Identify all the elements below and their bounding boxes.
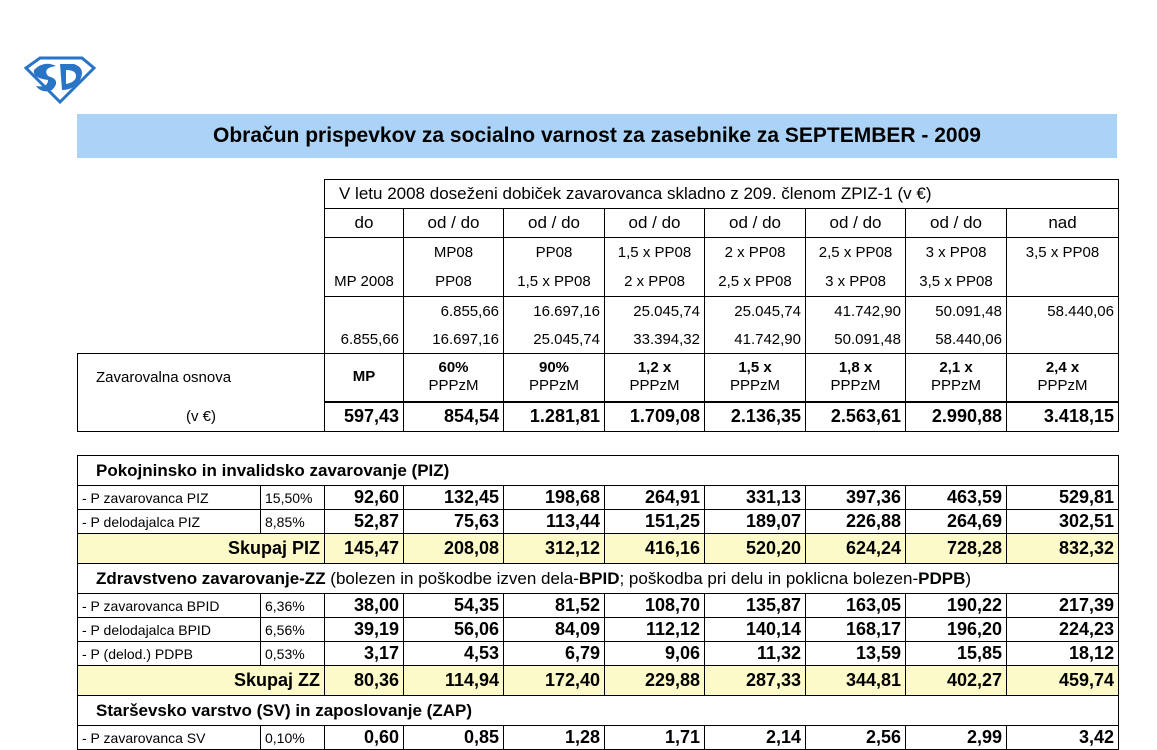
row-value: 112,12 [605,618,705,642]
row-value: 302,51 [1007,510,1119,534]
row-percentage: 15,50% [261,486,325,510]
bounds-to-cell: MP 2008 [325,268,404,297]
basis-cell [504,354,605,402]
basis-reference: PPPzM [830,377,881,395]
section-title-part: (bolezen in poškodbe izven dela- [325,568,579,588]
basis-cell [1007,354,1119,402]
basis-multiplier: 1,8 x [838,359,873,377]
table-row [78,642,1119,666]
total-value: 312,12 [504,534,605,564]
basis-cell [325,354,404,402]
row-label: - P (delod.) PDPB [78,642,261,666]
row-value: 52,87 [325,510,404,534]
basis-multiplier: 90% [538,359,570,377]
bounds-from-cell: 2,5 x PP08 [806,238,906,268]
row-value: 2,14 [705,726,806,750]
bounds-from-cell: PP08 [504,238,605,268]
total-value: 728,28 [906,534,1007,564]
basis-reference: PPPzM [528,377,579,395]
row-value: 463,59 [906,486,1007,510]
range-label: do [325,209,404,238]
range-label: od / do [705,209,806,238]
income-range-table [77,179,1119,432]
basis-multiplier: 1,2 x [637,359,672,377]
row-value: 151,25 [605,510,705,534]
row-value: 264,91 [605,486,705,510]
basis-cell [906,354,1007,402]
bounds-to-cell [1007,268,1119,297]
range-label: od / do [806,209,906,238]
row-label: - P zavarovanca PIZ [78,486,261,510]
row-value: 113,44 [504,510,605,534]
total-value: 114,94 [404,666,504,696]
basis-reference: PPPzM [930,377,981,395]
basis-multiplier: 60% [438,359,469,377]
basis-cell [705,354,806,402]
row-value: 0,85 [404,726,504,750]
row-value: 0,60 [325,726,404,750]
bounds-to-cell: 3 x PP08 [806,268,906,297]
basis-cell [404,354,504,402]
total-value: 287,33 [705,666,806,696]
row-value: 1,28 [504,726,605,750]
row-value: 75,63 [404,510,504,534]
basis-cell [605,354,705,402]
total-row [78,666,1119,696]
row-value: 1,71 [605,726,705,750]
section-title-part: BPID [578,568,620,588]
amounts-to-cell [1007,327,1119,354]
page-title: Obračun prispevkov za socialno varnost za zasebnike za SEPTEMBER - 2009 [77,114,1117,158]
row-value: 81,52 [504,594,605,618]
section-title-part: PDPB [918,568,966,588]
bounds-to-cell: 2 x PP08 [605,268,705,297]
basis-multiplier: 2,4 x [1045,359,1080,377]
row-value: 2,99 [906,726,1007,750]
row-value: 163,05 [806,594,906,618]
total-value: 459,74 [1007,666,1119,696]
basis-reference: PPPzM [729,377,780,395]
row-value: 264,69 [906,510,1007,534]
basis-multiplier: 2,1 x [939,359,973,377]
row-value: 4,53 [404,642,504,666]
range-label: nad [1007,209,1119,238]
basis-cell [806,354,906,402]
row-value: 6,79 [504,642,605,666]
row-value: 2,56 [806,726,906,750]
row-value: 92,60 [325,486,404,510]
amounts-from-cell: 25.045,74 [705,297,806,327]
row-label: - P zavarovanca SV [78,726,261,750]
section-title-part: Zdravstveno zavarovanje-ZZ [96,568,326,588]
row-value: 54,35 [404,594,504,618]
total-value: 520,20 [705,534,806,564]
table-row [78,510,1119,534]
table-row [78,618,1119,642]
row-percentage: 6,56% [261,618,325,642]
amounts-from-cell: 25.045,74 [605,297,705,327]
total-value: 624,24 [806,534,906,564]
bounds-to-cell: 2,5 x PP08 [705,268,806,297]
row-value: 226,88 [806,510,906,534]
total-value: 172,40 [504,666,605,696]
row-value: 189,07 [705,510,806,534]
amounts-to-cell: 50.091,48 [806,327,906,354]
bounds-from-cell: MP08 [404,238,504,268]
amounts-from-cell: 6.855,66 [404,297,504,327]
row-label: - P zavarovanca BPID [78,594,261,618]
basis-value: 1.709,08 [605,402,705,432]
amounts-to-cell: 16.697,16 [404,327,504,354]
row-value: 11,32 [705,642,806,666]
total-value: 832,32 [1007,534,1119,564]
bounds-from-cell: 3,5 x PP08 [1007,238,1119,268]
total-label: Skupaj ZZ [78,666,325,696]
amounts-to-cell: 33.394,32 [605,327,705,354]
row-percentage: 0,53% [261,642,325,666]
row-value: 135,87 [705,594,806,618]
row-value: 140,14 [705,618,806,642]
row-value: 529,81 [1007,486,1119,510]
total-value: 208,08 [404,534,504,564]
basis-multiplier: MP [352,368,376,386]
row-value: 397,36 [806,486,906,510]
bounds-from-cell [325,238,404,268]
bounds-to-cell: 3,5 x PP08 [906,268,1007,297]
bounds-from-cell: 1,5 x PP08 [605,238,705,268]
table-caption: V letu 2008 doseženi dobiček zavarovanca skladno z 209. členom ZPIZ-1 (v €) [325,180,1119,209]
basis-reference: PPPzM [629,377,680,395]
amounts-from-cell: 58.440,06 [1007,297,1119,327]
basis-value: 2.990,88 [906,402,1007,432]
total-value: 344,81 [806,666,906,696]
range-label: od / do [504,209,605,238]
amounts-to-cell: 58.440,06 [906,327,1007,354]
row-value: 18,12 [1007,642,1119,666]
row-value: 3,17 [325,642,404,666]
range-label: od / do [605,209,705,238]
row-label: - P delodajalca BPID [78,618,261,642]
table-row [78,486,1119,510]
basis-value: 597,43 [325,402,404,432]
total-label: Skupaj PIZ [78,534,325,564]
contributions-table [77,455,1119,750]
row-value: 190,22 [906,594,1007,618]
table-row [78,726,1119,750]
section-title-part: ) [965,568,972,588]
row-value: 108,70 [605,594,705,618]
section-title: Starševsko varstvo (SV) in zaposlovanje (ZAP) [78,696,1119,726]
section-title [78,564,1119,594]
row-value: 168,17 [806,618,906,642]
basis-value: 854,54 [404,402,504,432]
amounts-to-cell: 6.855,66 [325,327,404,354]
basis-unit: (v €) [78,402,325,432]
row-value: 84,09 [504,618,605,642]
total-value: 229,88 [605,666,705,696]
amounts-from-cell: 41.742,90 [806,297,906,327]
amounts-from-cell: 16.697,16 [504,297,605,327]
table-row [78,594,1119,618]
row-value: 15,85 [906,642,1007,666]
row-percentage: 8,85% [261,510,325,534]
row-percentage: 0,10% [261,726,325,750]
row-label: - P delodajalca PIZ [78,510,261,534]
amounts-from-cell: 50.091,48 [906,297,1007,327]
row-value: 3,42 [1007,726,1119,750]
basis-value: 1.281,81 [504,402,605,432]
section-title-part: ; poškodba pri delu in poklicna bolezen- [619,568,919,588]
section-title: Pokojninsko in invalidsko zavarovanje (PIZ) [78,456,1119,486]
row-percentage: 6,36% [261,594,325,618]
basis-reference: PPPzM [1037,377,1088,395]
range-label: od / do [906,209,1007,238]
row-value: 196,20 [906,618,1007,642]
row-value: 198,68 [504,486,605,510]
company-logo [22,50,96,104]
total-value: 145,47 [325,534,404,564]
basis-value: 2.136,35 [705,402,806,432]
row-value: 38,00 [325,594,404,618]
total-value: 402,27 [906,666,1007,696]
bounds-from-cell: 2 x PP08 [705,238,806,268]
amounts-to-cell: 41.742,90 [705,327,806,354]
total-value: 416,16 [605,534,705,564]
row-value: 9,06 [605,642,705,666]
total-value: 80,36 [325,666,404,696]
row-value: 331,13 [705,486,806,510]
basis-value: 2.563,61 [806,402,906,432]
amounts-to-cell: 25.045,74 [504,327,605,354]
range-label: od / do [404,209,504,238]
bounds-to-cell: PP08 [404,268,504,297]
basis-label: Zavarovalna osnova [78,354,325,402]
basis-value: 3.418,15 [1007,402,1119,432]
total-row [78,534,1119,564]
row-value: 13,59 [806,642,906,666]
row-value: 39,19 [325,618,404,642]
row-value: 217,39 [1007,594,1119,618]
bounds-to-cell: 1,5 x PP08 [504,268,605,297]
amounts-from-cell [325,297,404,327]
bounds-from-cell: 3 x PP08 [906,238,1007,268]
row-value: 132,45 [404,486,504,510]
basis-reference: PPPzM [428,377,479,395]
row-value: 224,23 [1007,618,1119,642]
basis-multiplier: 1,5 x [738,359,772,377]
row-value: 56,06 [404,618,504,642]
